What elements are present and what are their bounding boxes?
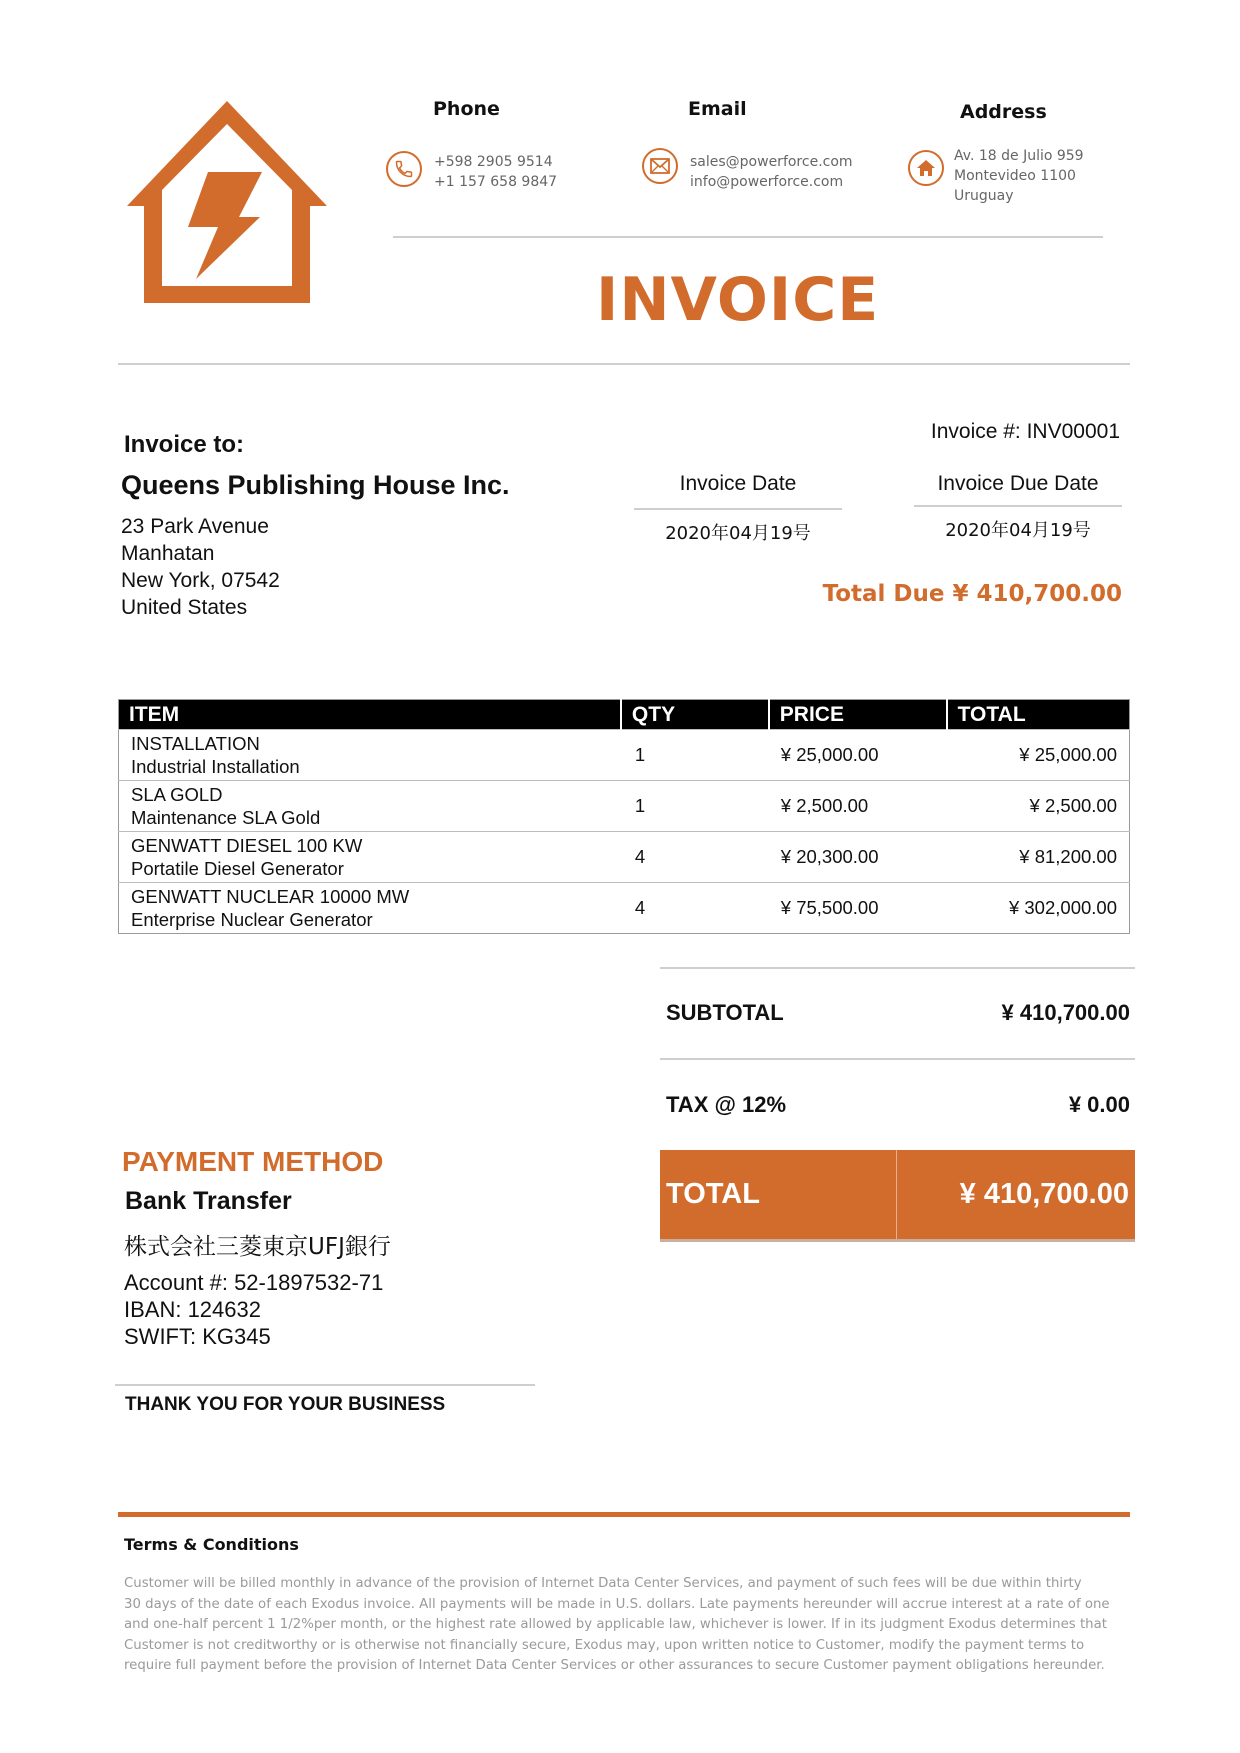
swift: SWIFT: KG345 — [124, 1324, 271, 1349]
col-header-item: ITEM — [119, 700, 621, 730]
bank-name: 株式会社三菱東京UFJ銀行 — [124, 1234, 391, 1260]
house-lightning-logo — [124, 97, 330, 307]
phone-line-2: +1 157 658 9847 — [434, 174, 558, 190]
item-price: ¥ 20,300.00 — [769, 832, 947, 883]
item-qty: 4 — [621, 832, 769, 883]
terms-text — [124, 1574, 1134, 1677]
table-row — [119, 832, 1130, 883]
col-header-qty: QTY — [621, 700, 769, 730]
payment-method-title: PAYMENT METHOD — [122, 1146, 384, 1177]
phone-heading: Phone — [433, 98, 500, 120]
invoice-title: INVOICE — [596, 265, 880, 335]
item-name: INSTALLATION — [131, 733, 260, 754]
email-line-1[interactable]: sales@powerforce.com — [690, 154, 853, 170]
email-lines — [690, 152, 853, 192]
terms-line-1: Customer will be billed monthly in advance of the provision of Internet Data Center Services, and payment of such fees will be due within thirty — [124, 1576, 1082, 1591]
item-price: ¥ 25,000.00 — [769, 730, 947, 781]
client-address-line-4: United States — [121, 596, 248, 619]
terms-line-5: require full payment before the provision of Internet Data Center Services or other assurances to secure Customer payment obligations hereunder. — [124, 1658, 1105, 1673]
subtotal-label: SUBTOTAL — [666, 1000, 784, 1025]
home-icon — [908, 150, 944, 186]
totals-mid-rule — [660, 1058, 1135, 1060]
invoice-date-rule — [634, 508, 842, 510]
client-name: Queens Publishing House Inc. — [121, 470, 510, 500]
totals-top-rule — [660, 967, 1135, 969]
total-due: Total Due ¥ 410,700.00 — [822, 581, 1122, 607]
due-date-label: Invoice Due Date — [937, 472, 1099, 495]
thank-you-note: THANK YOU FOR YOUR BUSINESS — [125, 1394, 446, 1415]
due-date-rule — [914, 505, 1122, 507]
email-line-2[interactable]: info@powerforce.com — [690, 174, 844, 190]
item-total: ¥ 302,000.00 — [947, 883, 1130, 934]
item-desc: Enterprise Nuclear Generator — [131, 909, 373, 930]
item-name: GENWATT NUCLEAR 10000 MW — [131, 886, 410, 907]
item-qty: 1 — [621, 730, 769, 781]
item-cell — [119, 781, 621, 832]
header-divider — [393, 236, 1103, 238]
grand-total-value: ¥ 410,700.00 — [959, 1178, 1129, 1210]
phone-line-1: +598 2905 9514 — [434, 154, 553, 170]
payment-method: Bank Transfer — [125, 1187, 292, 1215]
bank-details — [124, 1269, 383, 1350]
item-cell — [119, 883, 621, 934]
address-line-2: Montevideo 1100 — [954, 168, 1076, 184]
table-row — [119, 730, 1130, 781]
client-address-line-1: 23 Park Avenue — [121, 515, 269, 538]
item-name: SLA GOLD — [131, 784, 223, 805]
email-heading: Email — [688, 98, 747, 120]
col-header-total: TOTAL — [947, 700, 1130, 730]
terms-line-2: 30 days of the date of each Exodus invoice. All payments will be made in U.S. dollars. Late payments hereunder will accrue interest at a rate of one — [124, 1596, 1110, 1612]
address-line-3: Uruguay — [954, 188, 1014, 204]
table-row — [119, 883, 1130, 934]
item-total: ¥ 81,200.00 — [947, 832, 1130, 883]
table-row — [119, 781, 1130, 832]
client-address-line-2: Manhatan — [121, 542, 215, 565]
item-price: ¥ 2,500.00 — [769, 781, 947, 832]
item-name: GENWATT DIESEL 100 KW — [131, 835, 363, 856]
mail-icon — [642, 148, 678, 184]
item-price: ¥ 75,500.00 — [769, 883, 947, 934]
phone-icon — [386, 151, 422, 187]
terms-title: Terms & Conditions — [124, 1535, 299, 1554]
address-heading: Address — [960, 101, 1047, 123]
grand-total-box — [660, 1150, 1135, 1242]
grand-total-label: TOTAL — [666, 1178, 760, 1210]
address-line-1: Av. 18 de Julio 959 — [954, 148, 1084, 164]
item-desc: Industrial Installation — [131, 756, 300, 777]
item-desc: Portatile Diesel Generator — [131, 858, 344, 879]
tax-label: TAX @ 12% — [666, 1092, 787, 1117]
subtotal-value: ¥ 410,700.00 — [1001, 1000, 1130, 1025]
client-address-line-3: New York, 07542 — [121, 569, 280, 592]
item-total: ¥ 2,500.00 — [947, 781, 1130, 832]
due-date: 2020年04月19号 — [945, 520, 1091, 541]
table-header-row — [119, 700, 1130, 730]
iban: IBAN: 124632 — [124, 1297, 261, 1322]
invoice-date-label: Invoice Date — [679, 472, 797, 495]
terms-rule — [118, 1512, 1130, 1517]
item-cell — [119, 730, 621, 781]
phone-lines — [434, 152, 557, 192]
thanks-rule — [115, 1384, 535, 1386]
address-lines — [954, 146, 1084, 206]
item-desc: Maintenance SLA Gold — [131, 807, 321, 828]
tax-value: ¥ 0.00 — [1068, 1092, 1130, 1117]
terms-line-4: Customer is not creditworthy or is otherwise not financially secure, Exodus may, upon written notice to Customer, modify the payment terms to — [124, 1637, 1085, 1653]
item-total: ¥ 25,000.00 — [947, 730, 1130, 781]
item-qty: 1 — [621, 781, 769, 832]
account-number: Account #: 52-1897532-71 — [124, 1270, 384, 1295]
grand-total-divider — [896, 1150, 897, 1239]
item-qty: 4 — [621, 883, 769, 934]
invoice-to-label: Invoice to: — [124, 431, 245, 458]
title-divider — [118, 363, 1130, 365]
invoice-date: 2020年04月19号 — [665, 523, 811, 544]
client-address — [121, 513, 280, 621]
item-cell — [119, 832, 621, 883]
col-header-price: PRICE — [769, 700, 947, 730]
terms-line-3: and one-half percent 1 1/2%per month, or the highest rate allowed by applicable law, whichever is lower. If in its judgment Exodus determines that — [124, 1617, 1107, 1632]
items-table — [118, 699, 1130, 934]
invoice-number: Invoice #: INV00001 — [930, 420, 1120, 443]
